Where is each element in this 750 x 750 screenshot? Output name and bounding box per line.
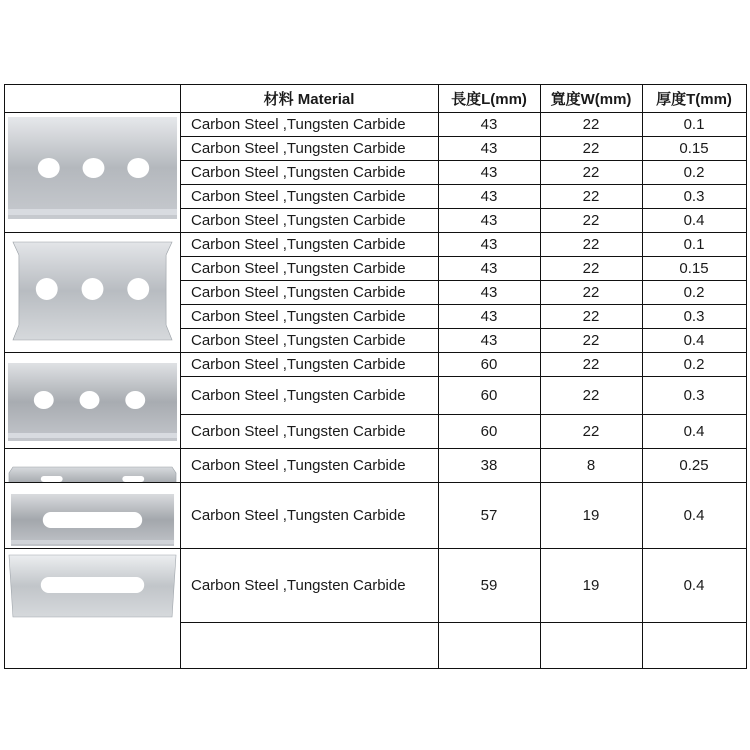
cell-thickness: 0.4 xyxy=(683,422,705,440)
table-row-border xyxy=(4,84,747,85)
cell-material: Carbon Steel ,Tungsten Carbide xyxy=(191,259,406,277)
cell-thickness: 0.15 xyxy=(679,259,709,277)
cell-thickness: 0.2 xyxy=(683,163,705,181)
table-column-border xyxy=(180,84,181,669)
cell-length: 43 xyxy=(480,307,498,325)
cell-material: Carbon Steel ,Tungsten Carbide xyxy=(191,307,406,325)
table-row-border xyxy=(180,208,747,209)
cell-width: 22 xyxy=(582,386,600,404)
cell-width: 22 xyxy=(582,331,600,349)
cell-material: Carbon Steel ,Tungsten Carbide xyxy=(191,506,406,524)
cell-length: 43 xyxy=(480,259,498,277)
cell-thickness: 0.1 xyxy=(683,115,705,133)
cell-length: 43 xyxy=(480,211,498,229)
cell-width: 19 xyxy=(582,506,600,524)
cell-width: 22 xyxy=(582,115,600,133)
cell-material: Carbon Steel ,Tungsten Carbide xyxy=(191,163,406,181)
three-round-hole-long-blade-drawing xyxy=(5,353,180,448)
table-row-border xyxy=(180,376,747,377)
spec-table xyxy=(4,84,746,668)
single-slot-blade-image xyxy=(5,483,180,548)
cell-length: 43 xyxy=(480,283,498,301)
narrow-two-slot-blade-image xyxy=(5,449,180,482)
cell-width: 22 xyxy=(582,211,600,229)
cell-width: 22 xyxy=(582,283,600,301)
single-slot-trapezoid-blade-drawing xyxy=(5,549,180,622)
cell-material: Carbon Steel ,Tungsten Carbide xyxy=(191,422,406,440)
cell-length: 38 xyxy=(480,456,498,474)
cell-length: 43 xyxy=(480,187,498,205)
cell-material: Carbon Steel ,Tungsten Carbide xyxy=(191,331,406,349)
table-row-border xyxy=(4,668,747,669)
table-row-border xyxy=(180,136,747,137)
cell-length: 60 xyxy=(480,355,498,373)
table-row-border xyxy=(180,304,747,305)
table-row-border xyxy=(180,256,747,257)
cell-length: 60 xyxy=(480,386,498,404)
cell-thickness: 0.25 xyxy=(679,456,709,474)
table-row-border xyxy=(180,160,747,161)
cell-material: Carbon Steel ,Tungsten Carbide xyxy=(191,187,406,205)
three-round-hole-long-blade-image xyxy=(5,353,180,448)
cell-width: 22 xyxy=(582,163,600,181)
table-column-border xyxy=(642,84,643,669)
cell-width: 22 xyxy=(582,307,600,325)
three-round-hole-notched-blade-drawing xyxy=(5,233,180,352)
cell-width: 22 xyxy=(582,259,600,277)
three-round-hole-rectangular-blade-drawing xyxy=(5,113,180,232)
table-column-border xyxy=(746,84,747,669)
table-column-border xyxy=(438,84,439,669)
cell-material: Carbon Steel ,Tungsten Carbide xyxy=(191,235,406,253)
cell-thickness: 0.4 xyxy=(683,331,705,349)
cell-thickness: 0.4 xyxy=(683,211,705,229)
cell-length: 43 xyxy=(480,331,498,349)
three-round-hole-notched-blade-image xyxy=(5,233,180,352)
cell-material: Carbon Steel ,Tungsten Carbide xyxy=(191,355,406,373)
cell-material: Carbon Steel ,Tungsten Carbide xyxy=(191,456,406,474)
cell-thickness: 0.3 xyxy=(683,307,705,325)
cell-thickness: 0.15 xyxy=(679,139,709,157)
cell-length: 59 xyxy=(480,576,498,594)
single-slot-blade-drawing xyxy=(5,483,180,548)
single-slot-trapezoid-blade-image xyxy=(5,549,180,622)
cell-thickness: 0.2 xyxy=(683,283,705,301)
cell-width: 22 xyxy=(582,187,600,205)
cell-material: Carbon Steel ,Tungsten Carbide xyxy=(191,386,406,404)
table-row-border xyxy=(180,280,747,281)
header-image-column xyxy=(4,84,180,112)
cell-length: 60 xyxy=(480,422,498,440)
cell-material: Carbon Steel ,Tungsten Carbide xyxy=(191,576,406,594)
cell-length: 43 xyxy=(480,163,498,181)
cell-thickness: 0.4 xyxy=(683,506,705,524)
table-column-border xyxy=(540,84,541,669)
cell-width: 22 xyxy=(582,139,600,157)
cell-width: 22 xyxy=(582,235,600,253)
three-round-hole-rectangular-blade-image xyxy=(5,113,180,232)
cell-material: Carbon Steel ,Tungsten Carbide xyxy=(191,211,406,229)
table-row-border xyxy=(180,414,747,415)
narrow-two-slot-blade-drawing xyxy=(5,449,180,482)
cell-thickness: 0.2 xyxy=(683,355,705,373)
cell-thickness: 0.3 xyxy=(683,187,705,205)
cell-length: 43 xyxy=(480,235,498,253)
cell-material: Carbon Steel ,Tungsten Carbide xyxy=(191,115,406,133)
table-row-border xyxy=(180,622,747,623)
header-length: 長度L(mm) xyxy=(451,90,527,108)
cell-material: Carbon Steel ,Tungsten Carbide xyxy=(191,283,406,301)
cell-material: Carbon Steel ,Tungsten Carbide xyxy=(191,139,406,157)
cell-length: 57 xyxy=(480,506,498,524)
cell-thickness: 0.1 xyxy=(683,235,705,253)
cell-thickness: 0.4 xyxy=(683,576,705,594)
cell-thickness: 0.3 xyxy=(683,386,705,404)
cell-width: 22 xyxy=(582,355,600,373)
cell-width: 8 xyxy=(586,456,596,474)
table-row-border xyxy=(180,328,747,329)
header-thickness: 厚度T(mm) xyxy=(656,90,732,108)
header-material: 材料 Material xyxy=(263,90,355,108)
table-row-border xyxy=(180,184,747,185)
cell-length: 43 xyxy=(480,115,498,133)
cell-width: 22 xyxy=(582,422,600,440)
cell-width: 19 xyxy=(582,576,600,594)
cell-length: 43 xyxy=(480,139,498,157)
header-width: 寬度W(mm) xyxy=(550,90,632,108)
